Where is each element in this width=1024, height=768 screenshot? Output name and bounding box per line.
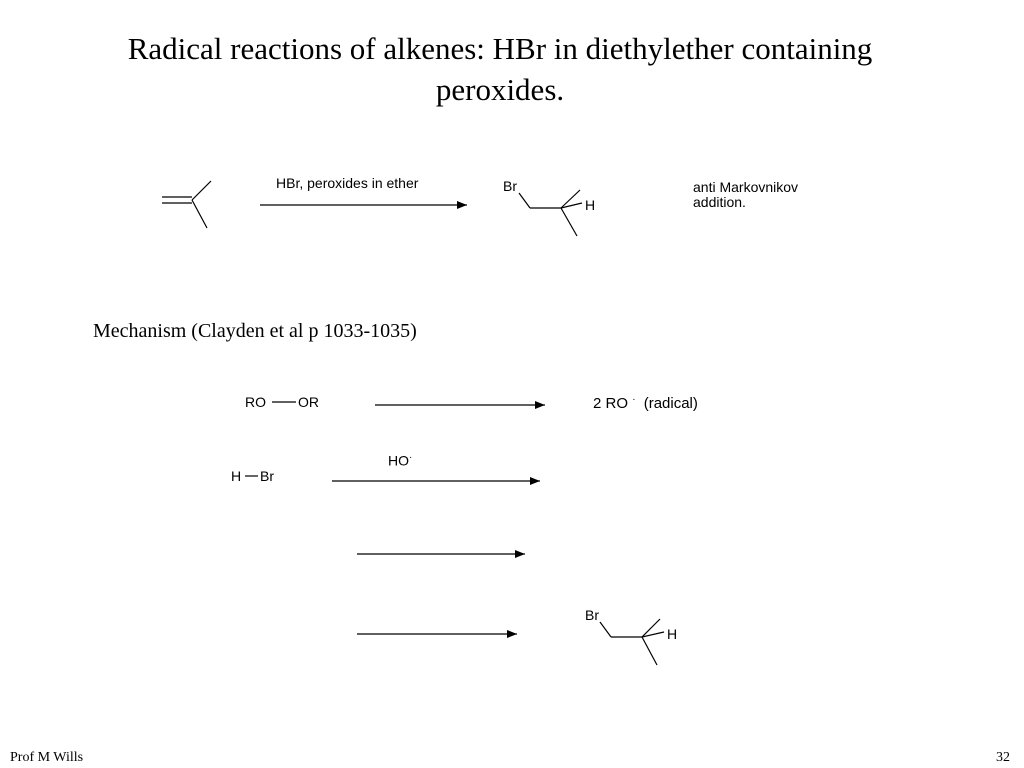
step2-reagent bbox=[388, 452, 412, 469]
step1-product-note: (radical) bbox=[643, 395, 698, 412]
step1-or-right: OR bbox=[298, 394, 319, 410]
isobutene-structure bbox=[162, 181, 211, 228]
step4-product-h-label: H bbox=[667, 626, 678, 642]
radical-dot: · bbox=[632, 394, 636, 405]
step1-product-text: 2 RO bbox=[593, 395, 629, 412]
step1-ro-left: RO bbox=[245, 394, 266, 410]
step2-reagent-text: HO bbox=[388, 452, 409, 469]
title-line-2: peroxides. bbox=[435, 72, 565, 107]
mechanism-heading: Mechanism (Clayden et al p 1033-1035) bbox=[93, 320, 417, 342]
step1-product bbox=[593, 394, 698, 412]
hydroxyl-radical-dot: · bbox=[409, 452, 413, 463]
product-structure-bottom bbox=[600, 619, 664, 665]
page-number: 32 bbox=[996, 750, 1010, 765]
step2-br-label: Br bbox=[260, 468, 274, 484]
note-line-2: addition. bbox=[693, 194, 746, 210]
regiochemistry-note bbox=[693, 180, 798, 210]
note-line-1: anti Markovnikov bbox=[693, 179, 799, 195]
reagent-label: HBr, peroxides in ether bbox=[276, 175, 419, 191]
product-br-label: Br bbox=[503, 178, 517, 194]
footer-author: Prof M Wills bbox=[10, 750, 84, 765]
title-line-1: Radical reactions of alkenes: HBr in diethylether containing bbox=[127, 31, 873, 66]
step2-h-label: H bbox=[231, 468, 242, 484]
step4-product-br-label: Br bbox=[585, 607, 599, 623]
product-structure-top bbox=[519, 190, 582, 236]
product-h-label: H bbox=[585, 197, 596, 213]
